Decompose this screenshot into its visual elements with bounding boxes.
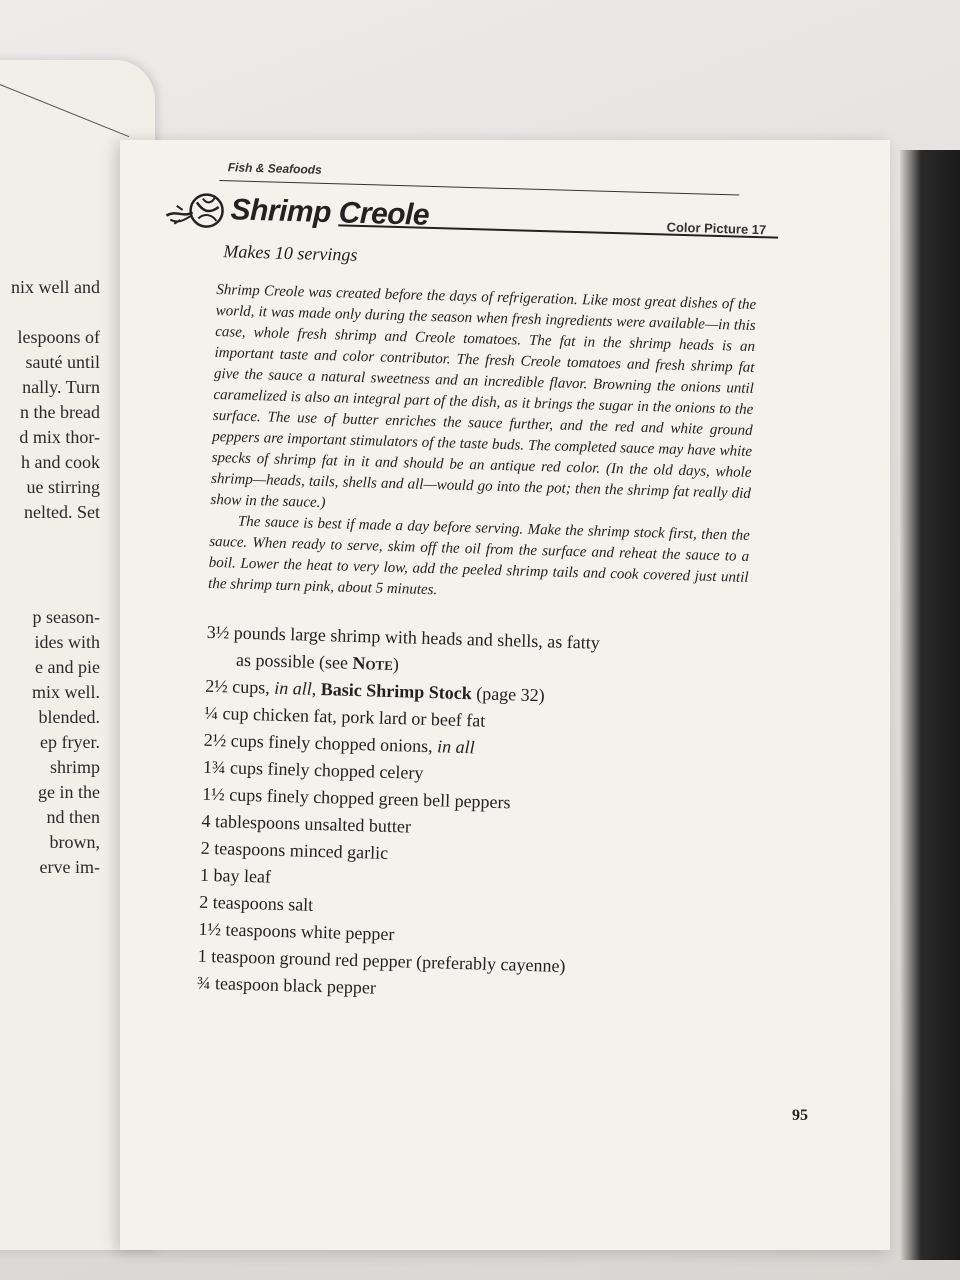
left-line (0, 300, 100, 325)
left-line: n the bread (20, 402, 100, 422)
ingredient-text: 2½ cups, (205, 675, 275, 698)
ingredient-list (197, 619, 747, 1012)
left-line: h and cook (21, 452, 100, 472)
left-line: erve im- (39, 857, 100, 877)
left-line: sauté until (25, 352, 100, 372)
ingredient-item: 1 bay leaf (199, 864, 272, 887)
ingredient-item: 1¾ cups finely chopped celery (202, 756, 424, 783)
left-line: nally. Turn (22, 377, 100, 397)
left-line: ge in the (38, 782, 100, 802)
ingredient-text: as possible (see (235, 649, 353, 673)
left-line: nelted. Set (24, 502, 100, 522)
left-line: ue stirring (26, 477, 100, 497)
left-line: nix well and (11, 277, 100, 297)
left-line: mix well. (32, 682, 100, 702)
ingredient-emphasis: in all (436, 736, 475, 758)
servings: Makes 10 servings (223, 241, 358, 265)
recipe-page (120, 140, 890, 1250)
left-line: ides with (34, 632, 100, 652)
shrimp-ornament-icon (162, 183, 233, 235)
left-line: ep fryer. (40, 732, 100, 752)
left-line: p season- (32, 607, 100, 627)
page-content (196, 160, 767, 1012)
intro-paragraph: Shrimp Creole was created before the days of refrigeration. Like most great dishes of the world, it was made only during the season when fresh ingredients were available—in this case, whole fresh shrimp and Creole tomatoes. The fat in the shrimp heads is an important taste and color contributor. The fresh Creole tomatoes and fresh shrimp fat give the sauce a natural sweetness and an incredible flavor. Browning the onions until caramelized is also an integral part of the dish, as it brings the sugar in the onions to the surface. The use of butter enriches the sauce further, and the red and white ground peppers are important stimulators of the taste buds. The completed sauce may have white specks of shrimp fat in it and should be an antique red color. (In the old days, whole shrimp—heads, tails, shells and all—would go into the pot; then the shrimp fat really did show in the sauce.) (210, 281, 757, 512)
title-row (218, 185, 767, 250)
ingredient-item: 1½ cups finely chopped green bell peppers (202, 783, 511, 813)
cross-reference-recipe: Basic Shrimp Stock (320, 679, 473, 704)
left-line: lespoons of (17, 327, 100, 347)
ingredient-item: 2 teaspoons minced garlic (200, 837, 389, 863)
left-page-header-rule (0, 80, 129, 137)
ingredient-text: 3½ pounds large shrimp with heads and shells, as fatty (206, 621, 601, 653)
left-line: nd then (46, 807, 100, 827)
left-line: e and pie (35, 657, 100, 677)
left-line: brown, (49, 832, 100, 852)
ingredient-emphasis: in all (274, 677, 313, 699)
ingredient-text: ) (392, 654, 400, 675)
ingredient-text: , (311, 678, 322, 700)
section-header: Fish & Seafoods (227, 160, 322, 177)
ingredient-text: 2½ cups finely chopped onions, (203, 729, 438, 757)
left-line: d mix thor- (19, 427, 100, 447)
ingredient-item: 4 tablespoons unsalted butter (201, 810, 412, 837)
note-reference: Note (352, 652, 394, 675)
left-line: blended. (38, 707, 100, 727)
ingredient-item: 1 teaspoon ground red pepper (preferably cayenne) (197, 945, 566, 976)
color-picture-ref: Color Picture 17 (666, 219, 767, 238)
ingredient-text: (page 32) (471, 683, 545, 706)
ingredient-item: ¼ cup chicken fat, pork lard or beef fat (204, 702, 486, 731)
recipe-title: Shrimp Creole (230, 193, 430, 232)
ingredient-item: 2 teaspoons salt (199, 891, 314, 915)
left-line: shrimp (49, 757, 100, 777)
ingredient-item: 1½ teaspoons white pepper (198, 918, 395, 945)
page-number: 95 (792, 1107, 808, 1124)
intro-paragraph: The sauce is best if made a day before serving. Make the shrimp stock first, then the sauce. When ready to serve, skim off the oil from the surface and reheat the sauce to a boil. Lower the heat to very low, add the peeled shrimp tails and cook covered just until the shrimp turn pink, about 5 minutes. (207, 513, 750, 599)
recipe-intro (208, 280, 757, 610)
ingredient-item: ¾ teaspoon black pepper (196, 972, 377, 998)
left-page-text-top (0, 275, 100, 525)
book-cover-edge (900, 150, 960, 1260)
left-page-text-bottom (0, 605, 100, 880)
